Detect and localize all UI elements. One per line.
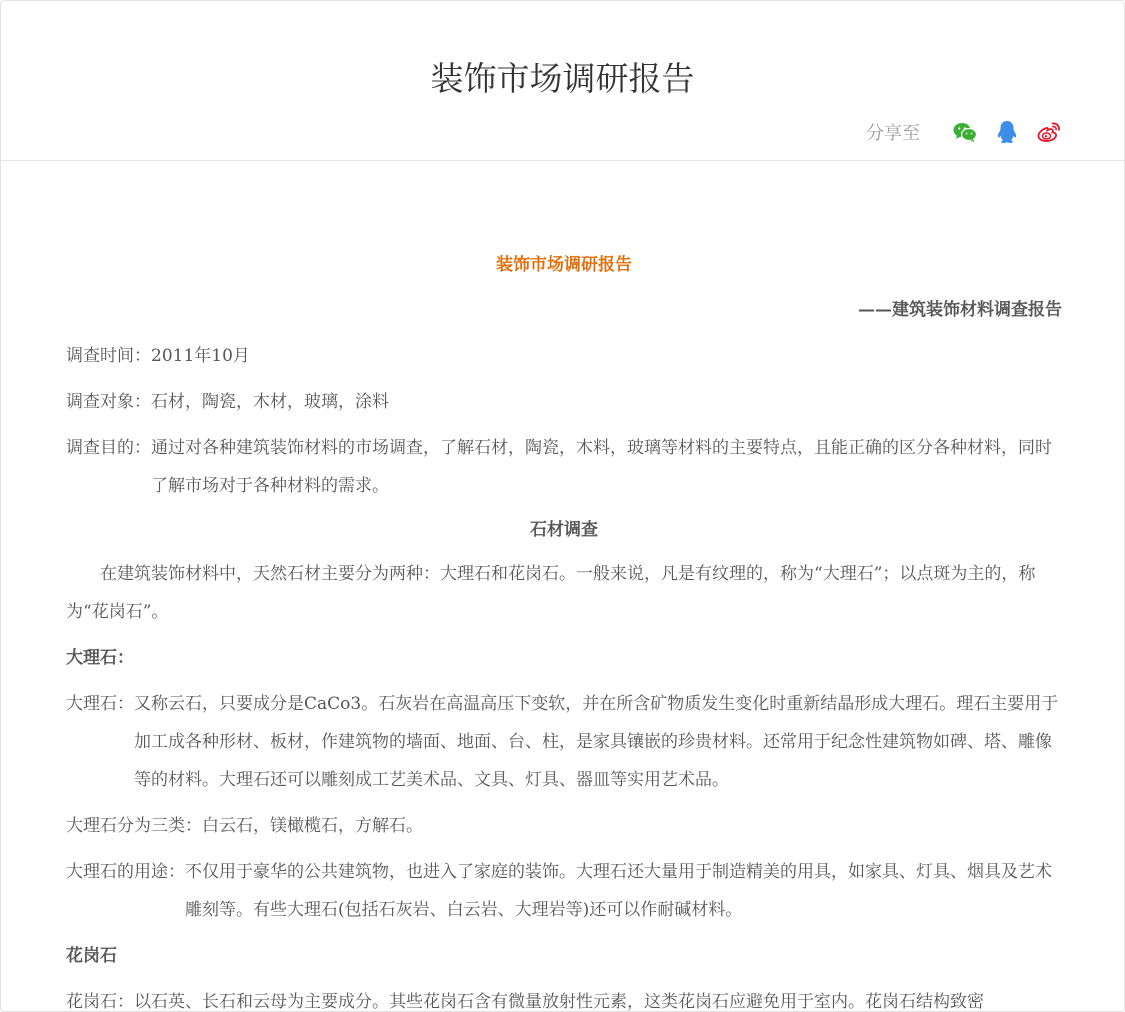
page-title: 装饰市场调研报告 [430, 59, 695, 98]
qq-icon[interactable] [994, 119, 1020, 145]
share-label: 分享至 [866, 123, 920, 144]
survey-object-label: 调查对象： [66, 392, 151, 412]
survey-time-label: 调查时间： [66, 346, 151, 366]
marble-description [66, 685, 1062, 799]
marble-types: 大理石分为三类：白云石，镁橄榄石，方解石。 [66, 816, 423, 836]
wechat-icon[interactable] [952, 119, 978, 145]
article-header [1, 1, 1124, 161]
article-body [66, 161, 1062, 1012]
stone-intro-paragraph: 在建筑装饰材料中，天然石材主要分为两种：大理石和花岗石。一般来说，凡是有纹理的，称为“大理石”；以点斑为主的，称为“花岗石”。 [66, 564, 1036, 622]
granite-heading: 花岗石 [66, 946, 117, 966]
document-subheading: ——建筑装饰材料调查报告 [858, 300, 1062, 320]
section-title-stone: 石材调查 [530, 520, 598, 540]
marble-description-text: 又称云石，只要成分是CaCo3。石灰岩在高温高压下变软，并在所含矿物质发生变化时重新结晶形成大理石。理石主要用于加工成各种形材、板材，作建筑物的墙面、地面、台、柱，是家具镶嵌的珍贵材料。还常用于纪念性建筑物如碑、塔、雕像等的材料。大理石还可以雕刻成工艺美术品、文具、灯具、器皿等实用艺术品。 [134, 694, 1059, 790]
granite-description: 花岗石：以石英、长石和云母为主要成分。其些花岗石含有微量放射性元素，这类花岗石应避免用于室内。花岗石结构致密 [66, 992, 984, 1012]
survey-object [66, 383, 1062, 421]
marble-uses-text: 不仅用于豪华的公共建筑物，也进入了家庭的装饰。大理石还大量用于制造精美的用具，如家具、灯具、烟具及艺术雕刻等。有些大理石(包括石灰岩、白云岩、大理岩等)还可以作耐碱材料。 [185, 862, 1052, 920]
survey-object-value: 石材，陶瓷，木材，玻璃，涂料 [151, 392, 389, 412]
marble-heading: 大理石： [66, 648, 134, 668]
marble-uses [66, 853, 1062, 929]
survey-purpose-value: 通过对各种建筑装饰材料的市场调查，了解石材，陶瓷，木料，玻璃等材料的主要特点，且能正确的区分各种材料，同时了解市场对于各种材料的需求。 [151, 438, 1052, 496]
survey-purpose-label: 调查目的： [66, 438, 151, 458]
document-heading: 装饰市场调研报告 [496, 255, 632, 275]
share-bar [866, 119, 1062, 145]
weibo-icon[interactable] [1036, 119, 1062, 145]
marble-uses-label: 大理石的用途： [66, 862, 185, 882]
survey-time [66, 337, 1062, 375]
survey-purpose [66, 429, 1062, 505]
survey-time-value: 2011年10月 [151, 346, 250, 366]
marble-description-label: 大理石： [66, 694, 134, 714]
